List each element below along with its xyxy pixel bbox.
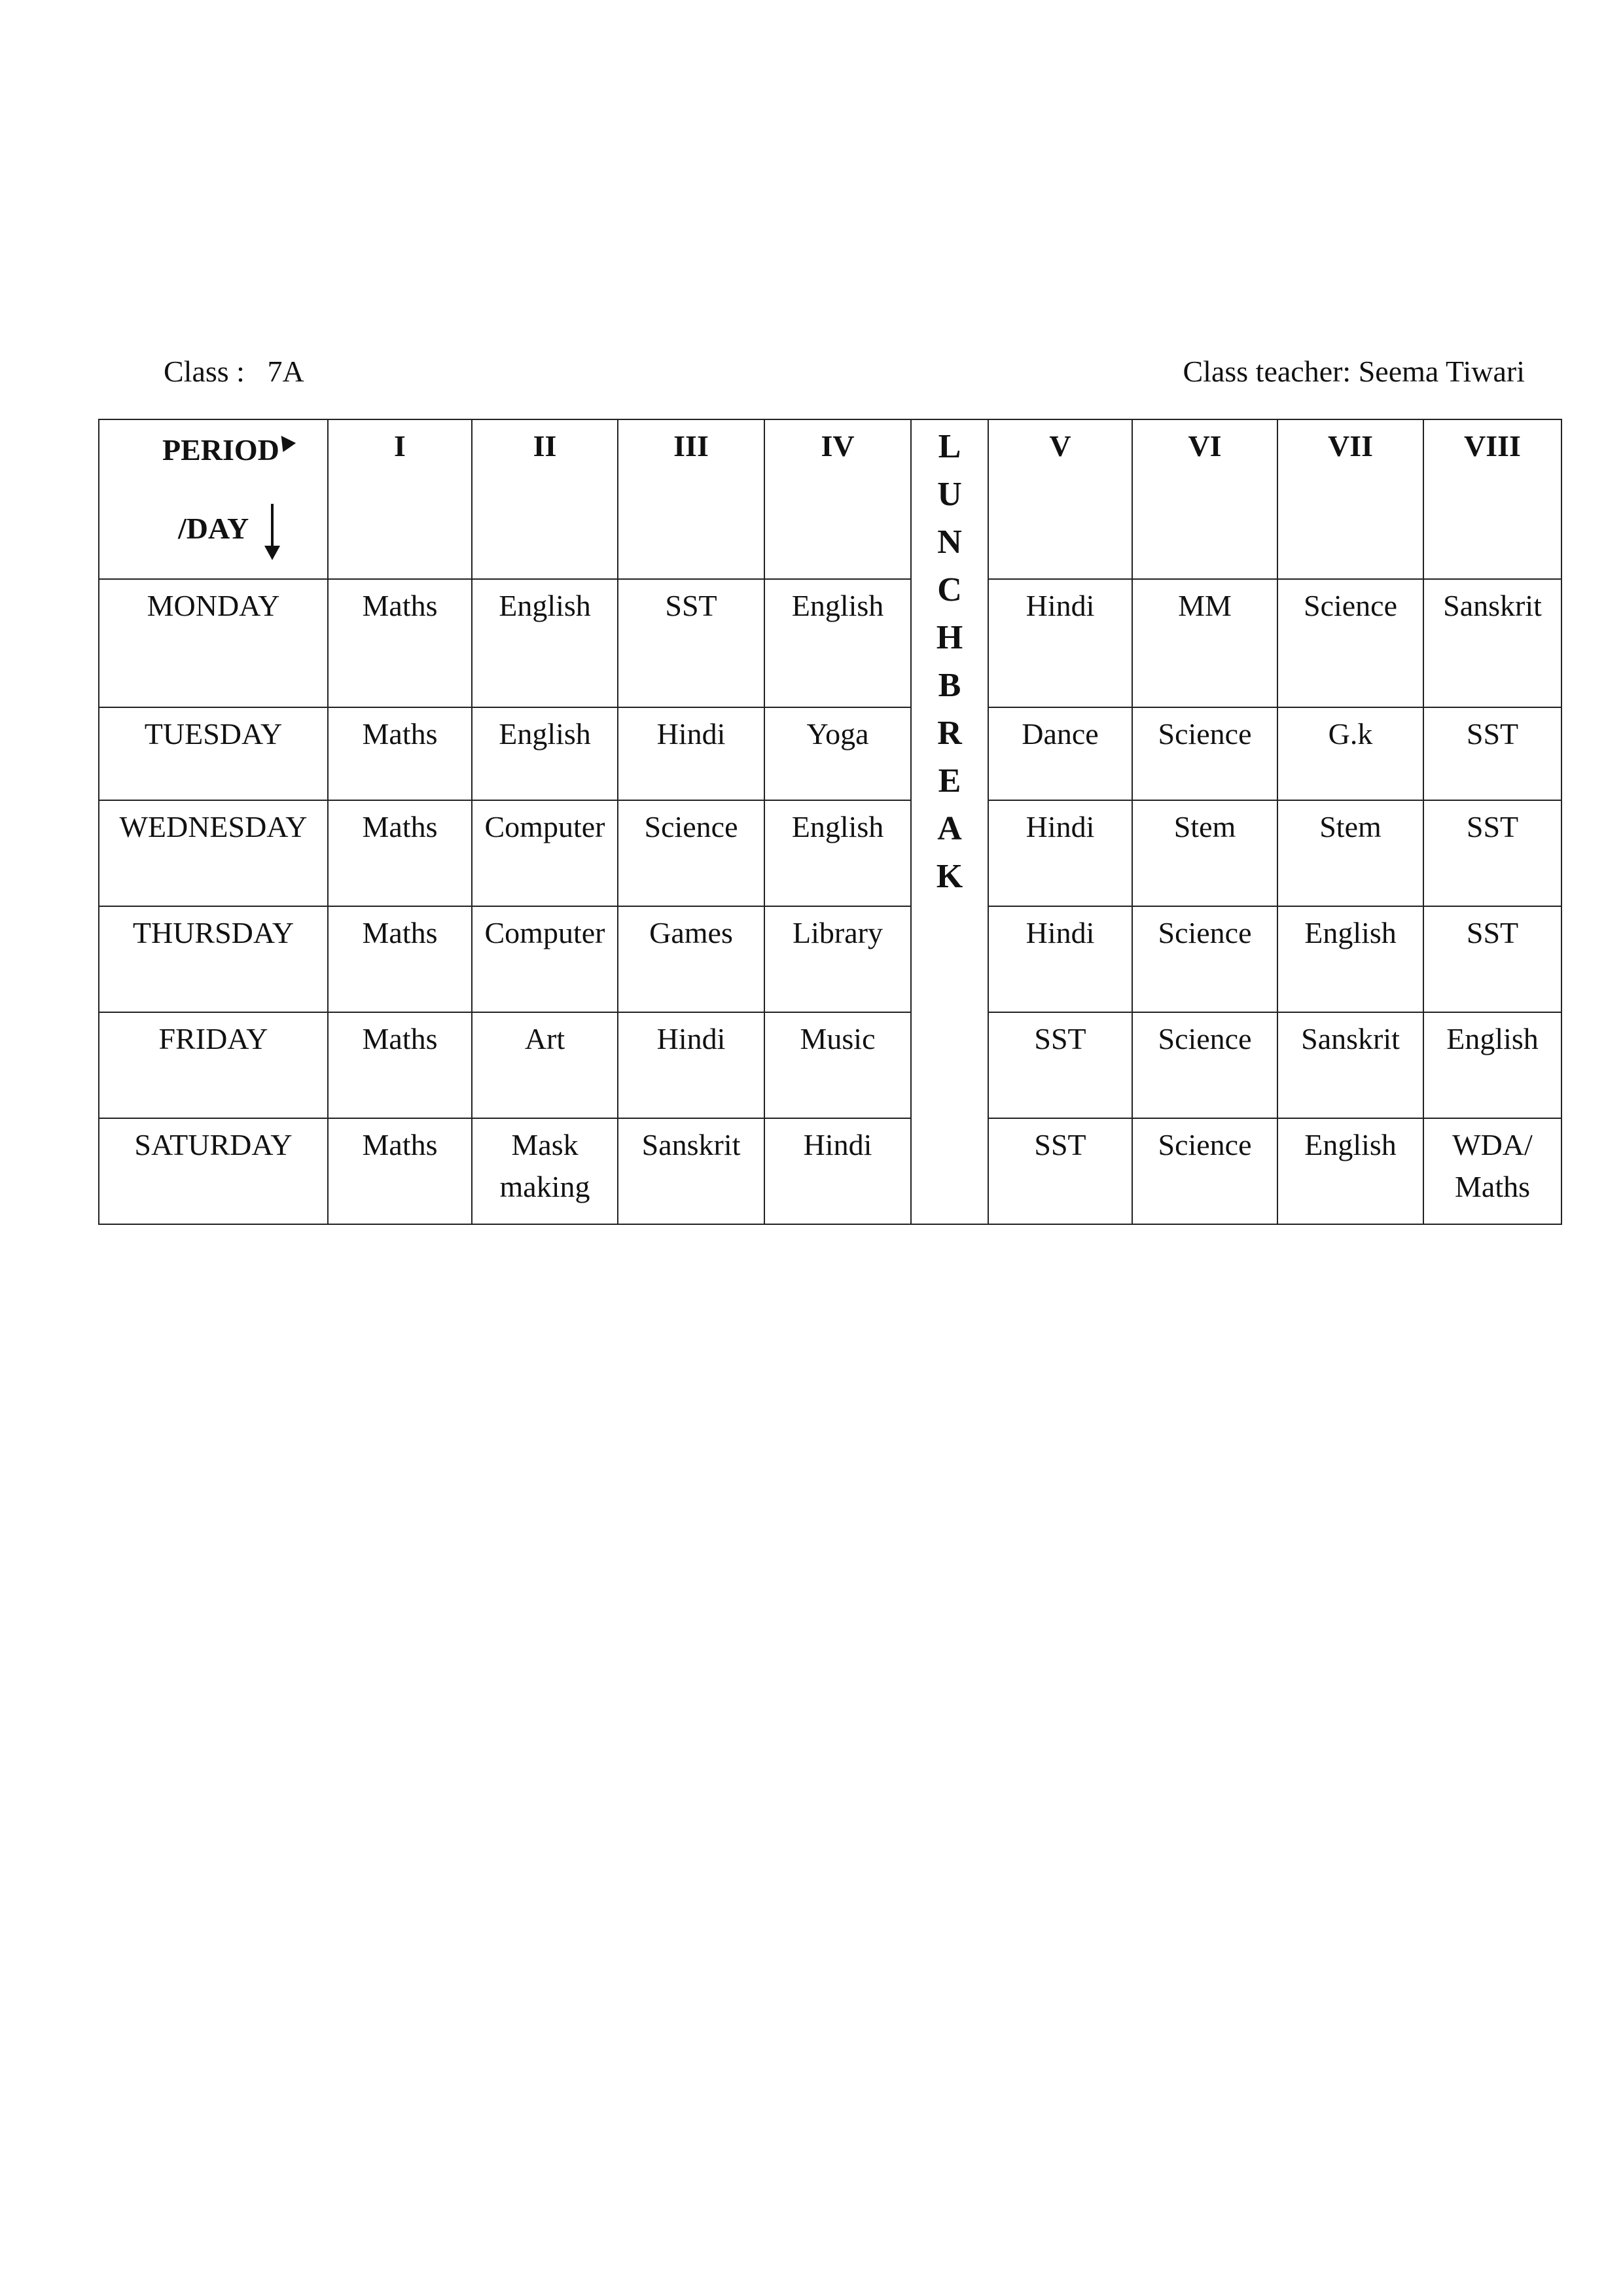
day-cell: SATURDAY [99,1118,328,1224]
subject-cell: Sanskrit [618,1118,764,1224]
period-day-corner-cell [99,419,328,579]
day-cell: MONDAY [99,579,328,707]
arrow-down-icon [271,504,274,548]
subject-cell: Hindi [988,579,1132,707]
table-row [99,707,1561,800]
subject-cell: Art [472,1012,618,1118]
period-header: II [472,419,618,579]
lunch-letter: N [937,523,962,561]
subject-cell: Science [1132,906,1277,1012]
subject-cell: Mask making [472,1118,618,1224]
subject-cell: SST [988,1012,1132,1118]
subject-cell: Stem [1277,800,1423,906]
table-row [99,906,1561,1012]
subject-cell: Yoga [764,707,911,800]
subject-cell: Maths [328,906,472,1012]
table-row [99,1012,1561,1118]
timetable [98,419,1562,1225]
table-row [99,579,1561,707]
day-cell: WEDNESDAY [99,800,328,906]
day-label: /DAY [178,512,249,545]
subject-cell: Science [1132,1118,1277,1224]
subject-cell: SST [1423,906,1561,1012]
class-label: Class : 7A [164,355,304,388]
period-header: IV [764,419,911,579]
subject-cell: Hindi [618,707,764,800]
subject-cell: SST [1423,707,1561,800]
day-cell: THURSDAY [99,906,328,1012]
period-header: III [618,419,764,579]
lunch-letter: B [938,667,961,704]
subject-cell: SST [618,579,764,707]
subject-cell: Science [1277,579,1423,707]
subject-cell: WDA/ Maths [1423,1118,1561,1224]
subject-cell: Maths [328,800,472,906]
subject-cell: English [764,579,911,707]
subject-cell: Hindi [764,1118,911,1224]
period-header: V [988,419,1132,579]
subject-cell: English [472,579,618,707]
subject-cell: Games [618,906,764,1012]
subject-cell: Music [764,1012,911,1118]
subject-cell: Computer [472,906,618,1012]
period-header: VI [1132,419,1277,579]
subject-cell: Science [618,800,764,906]
subject-cell: English [1277,1118,1423,1224]
lunch-letter: U [937,476,962,513]
subject-cell: Sanskrit [1277,1012,1423,1118]
arrow-down-icon-head [264,546,280,560]
lunch-letter: L [938,428,961,465]
subject-cell: Hindi [988,800,1132,906]
period-header: VIII [1423,419,1561,579]
subject-cell: Maths [328,1012,472,1118]
subject-cell: Hindi [618,1012,764,1118]
subject-cell: SST [988,1118,1132,1224]
subject-cell: Maths [328,1118,472,1224]
class-teacher-label: Class teacher: Seema Tiwari [1183,355,1525,388]
header-row [99,419,1561,579]
period-header: VII [1277,419,1423,579]
subject-cell: MM [1132,579,1277,707]
subject-cell: Computer [472,800,618,906]
lunch-letter: K [936,858,963,895]
table-row [99,800,1561,906]
subject-cell: Science [1132,1012,1277,1118]
lunch-letter: A [937,810,962,847]
subject-cell: Maths [328,707,472,800]
subject-cell: English [472,707,618,800]
subject-cell: English [1277,906,1423,1012]
period-header: I [328,419,472,579]
lunch-letter: R [937,715,962,752]
period-label: PERIOD [162,433,279,467]
subject-cell: Sanskrit [1423,579,1561,707]
subject-cell: Stem [1132,800,1277,906]
lunch-letter: C [937,571,962,609]
subject-cell: Dance [988,707,1132,800]
day-cell: FRIDAY [99,1012,328,1118]
lunch-break-column [911,419,988,1224]
day-cell: TUESDAY [99,707,328,800]
subject-cell: Maths [328,579,472,707]
lunch-letter: E [938,762,961,800]
table-row [99,1118,1561,1224]
subject-cell: G.k [1277,707,1423,800]
subject-cell: SST [1423,800,1561,906]
subject-cell: English [1423,1012,1561,1118]
lunch-letter: H [936,619,963,656]
subject-cell: English [764,800,911,906]
subject-cell: Hindi [988,906,1132,1012]
subject-cell: Library [764,906,911,1012]
subject-cell: Science [1132,707,1277,800]
